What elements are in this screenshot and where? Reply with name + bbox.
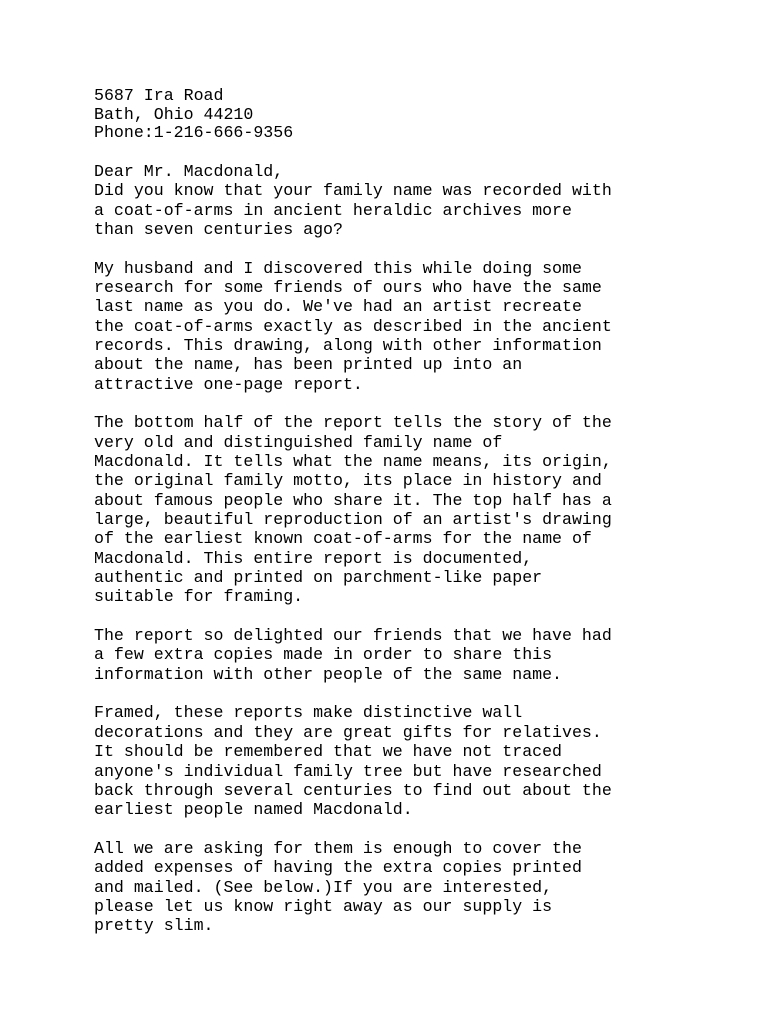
- paragraph-line: suitable for framing.: [94, 587, 304, 607]
- paragraph-line: attractive one-page report.: [94, 374, 363, 394]
- paragraph-line: the coat-of-arms exactly as described in the ancient: [94, 316, 612, 336]
- paragraph-line: of the earliest known coat-of-arms for the name of: [94, 529, 592, 549]
- address-phone: Phone:1-216-666-9356: [94, 123, 294, 142]
- paragraph-line: a coat-of-arms in ancient heraldic archives more: [94, 200, 572, 220]
- paragraph-discovery: [94, 259, 754, 394]
- address-street: 5687 Ira Road: [94, 86, 224, 105]
- paragraph-framed: [94, 703, 754, 819]
- paragraph-line: records. This drawing, along with other information: [94, 335, 602, 355]
- address-city: Bath, Ohio 44210: [94, 104, 254, 124]
- paragraph-line: very old and distinguished family name of: [94, 432, 503, 452]
- paragraph-line: pretty slim.: [94, 916, 214, 936]
- spacer: [94, 684, 754, 703]
- paragraph-report: [94, 413, 754, 606]
- paragraph-line: Did you know that your family name was recorded with: [94, 181, 612, 201]
- paragraph-line: Macdonald. This entire report is documented,: [94, 548, 533, 568]
- paragraph-line: information with other people of the same name.: [94, 664, 563, 684]
- paragraph-line: earliest people named Macdonald.: [94, 800, 413, 820]
- paragraph-line: the original family motto, its place in history and: [94, 471, 602, 491]
- paragraph-line: a few extra copies made in order to share this: [94, 645, 553, 665]
- spacer: [94, 143, 754, 162]
- sender-address: [94, 87, 754, 143]
- spacer: [94, 239, 754, 258]
- paragraph-line: and mailed. (See below.)If you are interested,: [94, 877, 553, 897]
- paragraph-line: anyone's individual family tree but have researched: [94, 761, 602, 781]
- spacer: [94, 394, 754, 413]
- paragraph-line: The report so delighted our friends that we have had: [94, 626, 612, 646]
- paragraph-line: about the name, has been printed up into an: [94, 355, 523, 375]
- paragraph-line: The bottom half of the report tells the story of the: [94, 413, 612, 433]
- paragraph-line: decorations and they are great gifts for relatives.: [94, 722, 602, 742]
- paragraph-line: large, beautiful reproduction of an artist's drawing: [94, 510, 612, 530]
- paragraph-copies: [94, 626, 754, 684]
- paragraph-request: [94, 839, 754, 936]
- paragraph-line: Macdonald. It tells what the name means, its origin,: [94, 452, 612, 471]
- paragraph-line: back through several centuries to find out about the: [94, 780, 612, 800]
- paragraph-line: authentic and printed on parchment-like paper: [94, 568, 543, 588]
- paragraph-line: than seven centuries ago?: [94, 219, 343, 239]
- paragraph-line: added expenses of having the extra copies printed: [94, 858, 582, 878]
- paragraph-line: My husband and I discovered this while doing some: [94, 258, 582, 278]
- paragraph-line: last name as you do. We've had an artist recreate: [94, 297, 582, 317]
- paragraph-line: about famous people who share it. The top half has a: [94, 490, 612, 510]
- paragraph-line: It should be remembered that we have not traced: [94, 742, 563, 762]
- paragraph-intro: [94, 181, 754, 239]
- paragraph-line: research for some friends of ours who have the same: [94, 277, 602, 297]
- spacer: [94, 607, 754, 626]
- paragraph-line: Framed, these reports make distinctive wall: [94, 703, 523, 723]
- spacer: [94, 820, 754, 839]
- salutation: Dear Mr. Macdonald,: [94, 161, 284, 181]
- paragraph-line: All we are asking for them is enough to cover the: [94, 838, 582, 858]
- letter-page: [94, 87, 754, 936]
- paragraph-line: please let us know right away as our supply is: [94, 896, 553, 916]
